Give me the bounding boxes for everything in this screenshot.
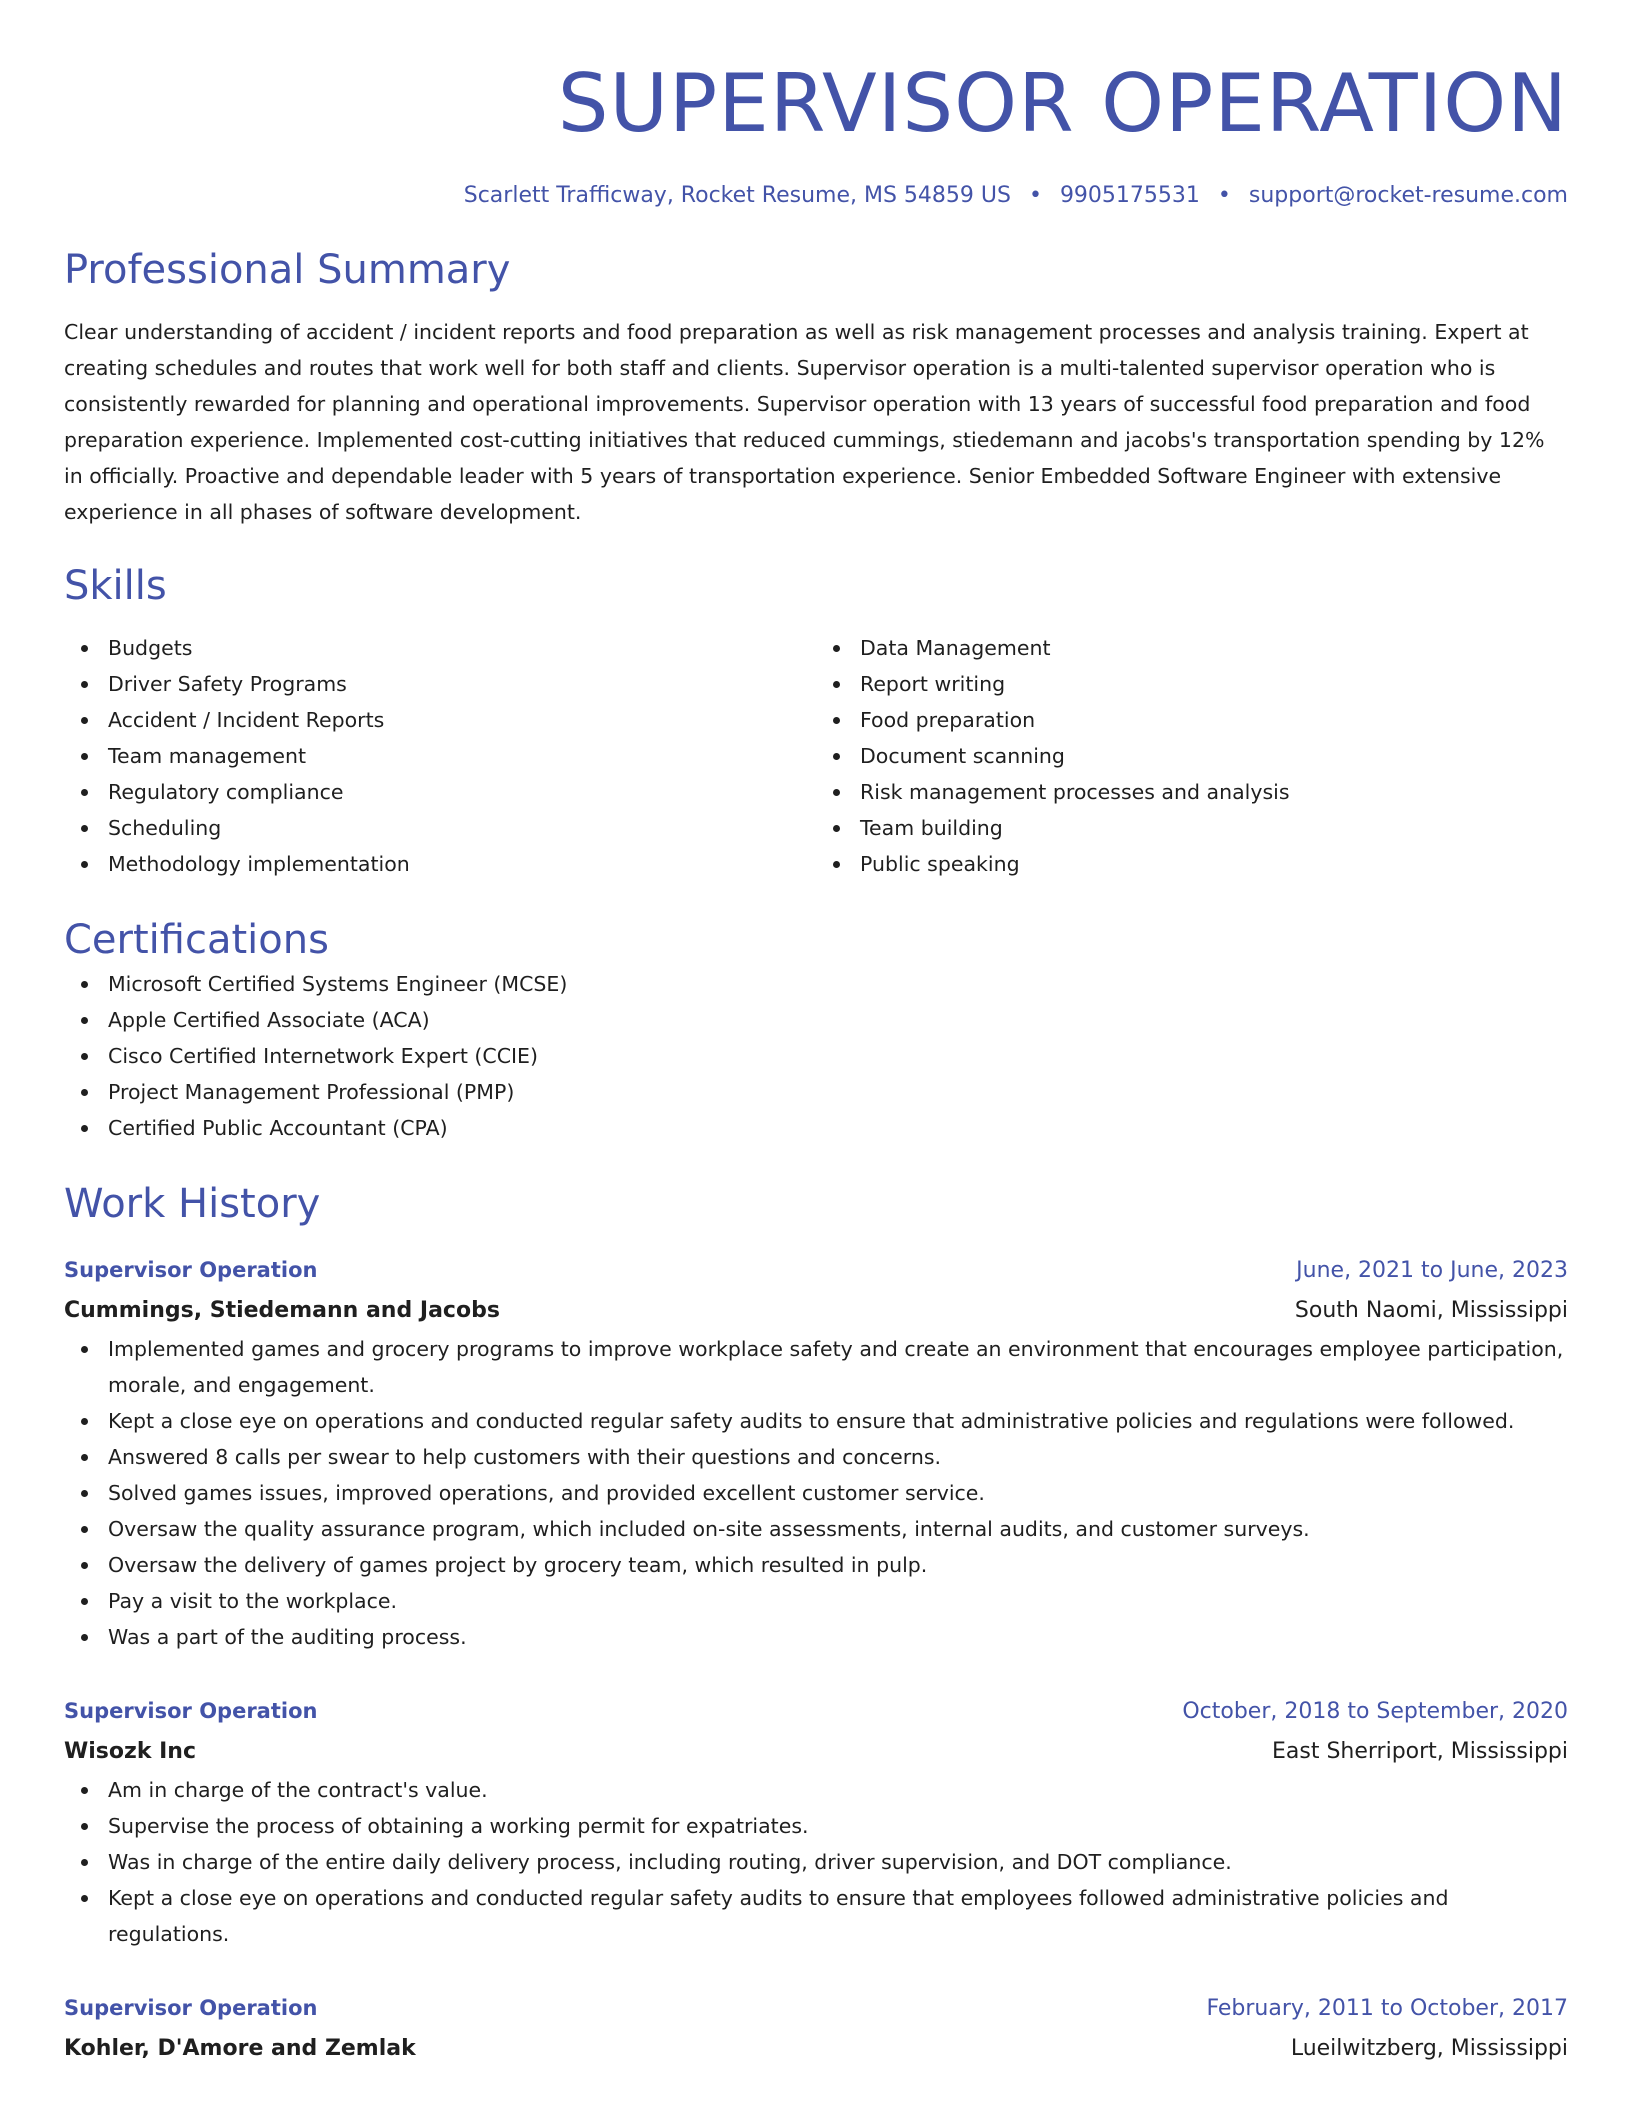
job-duty: Solved games issues, improved operations, and provided excellent customer service. xyxy=(108,1475,1568,1511)
job-header-row xyxy=(64,1250,1568,1291)
job-duty: Supervise the process of obtaining a working permit for expatriates. xyxy=(108,1808,1568,1844)
skill-item: Methodology implementation xyxy=(108,846,816,882)
job-duty: Was a part of the auditing process. xyxy=(108,1619,1568,1655)
job-duty: Kept a close eye on operations and conducted regular safety audits to ensure that administrative policies and regulations were followed. xyxy=(108,1403,1568,1439)
contact-separator: • xyxy=(1217,183,1231,208)
contact-separator: • xyxy=(1028,183,1042,208)
job-company: Wisozk Inc xyxy=(64,1739,196,1764)
skill-item: Data Management xyxy=(860,630,1568,666)
job-entry xyxy=(64,1691,1568,1952)
skill-item: Document scanning xyxy=(860,738,1568,774)
skill-item: Team management xyxy=(108,738,816,774)
job-entry xyxy=(64,1988,1568,2069)
job-location: East Sherriport, Mississippi xyxy=(1271,1739,1568,1764)
certification-item: Cisco Certified Internetwork Expert (CCIE) xyxy=(108,1038,1568,1074)
job-title: Supervisor Operation xyxy=(64,1996,318,2020)
skill-item: Scheduling xyxy=(108,810,816,846)
resume-page xyxy=(64,0,1568,2069)
candidate-name: SUPERVISOR OPERATION xyxy=(557,57,1568,150)
job-duty: Pay a visit to the workplace. xyxy=(108,1583,1568,1619)
skill-item: Report writing xyxy=(860,666,1568,702)
certifications-heading: Certifications xyxy=(64,917,329,963)
work-history-heading: Work History xyxy=(64,1181,321,1227)
job-title: Supervisor Operation xyxy=(64,1258,318,1282)
job-duty: Kept a close eye on operations and conducted regular safety audits to ensure that employees followed administrative policies and regulations. xyxy=(108,1880,1568,1952)
skill-item: Team building xyxy=(860,810,1568,846)
job-dates: October, 2018 to September, 2020 xyxy=(1182,1699,1568,1724)
job-header-row xyxy=(64,1691,1568,1732)
skill-item: Accident / Incident Reports xyxy=(108,702,816,738)
contact-line xyxy=(64,180,1568,212)
job-duties-list xyxy=(64,1772,1568,1952)
job-company-row xyxy=(64,2029,1568,2069)
skill-item: Risk management processes and analysis xyxy=(860,774,1568,810)
certification-item: Certified Public Accountant (CPA) xyxy=(108,1110,1568,1146)
skills-list-left xyxy=(64,630,816,882)
job-duty: Implemented games and grocery programs to improve workplace safety and create an environment that encourages employee participation, morale, and engagement. xyxy=(108,1331,1568,1403)
skill-item: Regulatory compliance xyxy=(108,774,816,810)
contact-phone: 9905175531 xyxy=(1059,183,1200,208)
job-company: Cummings, Stiedemann and Jacobs xyxy=(64,1298,500,1323)
summary-text: Clear understanding of accident / incident reports and food preparation as well as risk management processes and analysis training. Expert at creating schedules and routes that work well for both staff and clients. Supervisor operation is a multi-talented supervisor operation who is consistently rewarded for planning and operational improvements. Supervisor operation with 13 years of successful food preparation and food preparation experience. Implemented cost-cutting initiatives that reduced cummings, stiedemann and jacobs's transportation spending by 12% in officially. Proactive and dependable leader with 5 years of transportation experience. Senior Embedded Software Engineer with extensive experience in all phases of software development. xyxy=(64,320,1545,524)
skill-item: Food preparation xyxy=(860,702,1568,738)
contact-email[interactable]: support@rocket-resume.com xyxy=(1248,183,1568,208)
job-header-row xyxy=(64,1988,1568,2029)
job-duty: Was in charge of the entire daily delivery process, including routing, driver supervision, and DOT compliance. xyxy=(108,1844,1568,1880)
skill-item: Public speaking xyxy=(860,846,1568,882)
skill-item: Budgets xyxy=(108,630,816,666)
certifications-list xyxy=(64,966,1568,1146)
certification-item: Microsoft Certified Systems Engineer (MCSE) xyxy=(108,966,1568,1002)
contact-address: Scarlett Trafficway, Rocket Resume, MS 54859 US xyxy=(463,183,1011,208)
job-dates: February, 2011 to October, 2017 xyxy=(1206,1996,1568,2021)
summary-heading: Professional Summary xyxy=(64,247,511,293)
job-duty: Oversaw the quality assurance program, which included on-site assessments, internal audits, and customer surveys. xyxy=(108,1511,1568,1547)
skill-item: Driver Safety Programs xyxy=(108,666,816,702)
job-company-row xyxy=(64,1291,1568,1331)
certification-item: Apple Certified Associate (ACA) xyxy=(108,1002,1568,1038)
certification-item: Project Management Professional (PMP) xyxy=(108,1074,1568,1110)
job-location: Lueilwitzberg, Mississippi xyxy=(1290,2036,1568,2061)
job-dates: June, 2021 to June, 2023 xyxy=(1296,1258,1568,1283)
job-company: Kohler, D'Amore and Zemlak xyxy=(64,2036,416,2061)
job-title: Supervisor Operation xyxy=(64,1699,318,1723)
job-duty: Answered 8 calls per swear to help customers with their questions and concerns. xyxy=(108,1439,1568,1475)
skills-list-right xyxy=(816,630,1568,882)
skills-heading: Skills xyxy=(64,563,167,609)
job-duty: Oversaw the delivery of games project by grocery team, which resulted in pulp. xyxy=(108,1547,1568,1583)
job-duty: Am in charge of the contract's value. xyxy=(108,1772,1568,1808)
job-location: South Naomi, Mississippi xyxy=(1294,1298,1568,1323)
job-entry xyxy=(64,1250,1568,1655)
skills-columns xyxy=(64,630,1568,882)
job-duties-list xyxy=(64,1331,1568,1655)
job-company-row xyxy=(64,1732,1568,1772)
